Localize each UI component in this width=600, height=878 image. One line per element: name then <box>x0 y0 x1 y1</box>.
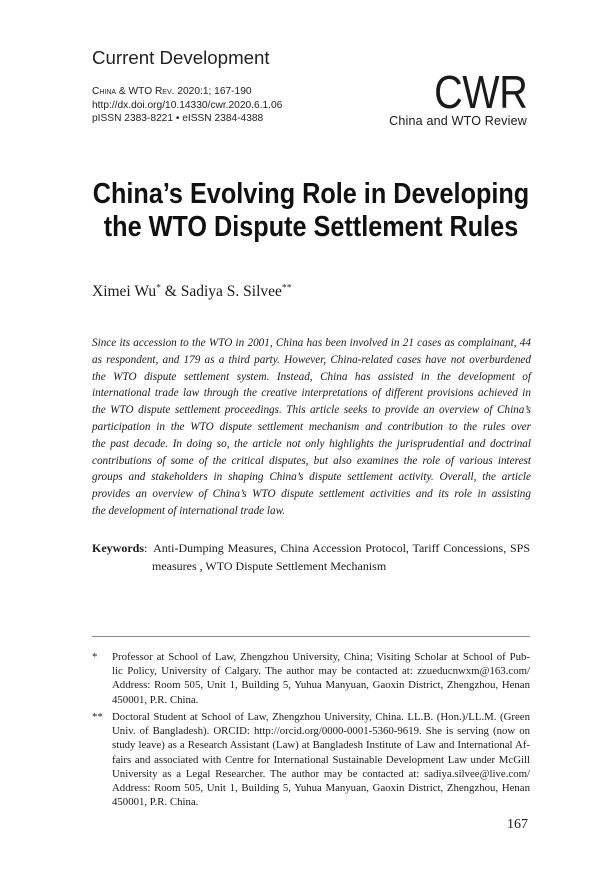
footnote-divider <box>92 636 530 637</box>
footnote <box>92 710 530 809</box>
footnote-body <box>112 710 530 809</box>
footnote-line: fairs and associated with Centre for International Sustainable Development Law under McGill <box>112 753 530 766</box>
journal-logo-name: China and WTO Review <box>389 114 527 128</box>
citation-line <box>92 85 282 99</box>
title-line: the WTO Dispute Settlement Rules <box>103 211 519 243</box>
footnote-line: 450001, P.R. China. <box>112 693 199 706</box>
author-footnote-mark: ** <box>281 282 292 294</box>
abstract-line: the development of international trade law. <box>92 504 286 517</box>
footnote-line: study leave) as a Research Assistant (Law) at Bangladesh Institute of Law and International Af- <box>112 739 530 752</box>
doi-line: http://dx.doi.org/10.14330/cwr.2020.6.1.06 <box>92 99 283 111</box>
abstract-line: contributions of some of the critical disputes, but also examines the role of various interest <box>92 454 531 467</box>
title-line: China’s Evolving Role in Developing <box>92 178 530 210</box>
abstract-line: participation in the WTO dispute settlement mechanism and contribution to the rules over <box>92 420 531 433</box>
abstract-line: international trade law through the creative interpretations of different provisions achieved in <box>92 387 531 400</box>
abstract-line: the WTO dispute settlement system. Instead, China has assisted in the development of <box>92 370 531 383</box>
footnote-mark: ** <box>92 711 103 723</box>
footnote-line: Professor at School of Law, Zhengzhou University, China; Visiting Scholar at School of Pub- <box>112 651 530 663</box>
author-list <box>92 283 292 301</box>
author-footnote-mark: * <box>156 282 161 294</box>
author-name: Sadiya S. Silvee <box>180 283 282 300</box>
footnote-line: Univ. of Bangladesh). ORCID: http://orcid.org/0000-0001-5360-9619. She is serving (now on <box>112 725 530 738</box>
issn-line: pISSN 2383-8221 • eISSN 2384-4388 <box>92 113 264 124</box>
section-label: Current Development <box>92 47 270 68</box>
abstract-line: groups and stakeholders in shaping China’s dispute settlement activity. Overall, the article <box>92 471 531 484</box>
abstract-line: as respondent, and 179 as a third party. However, China-related cases have not overburdened <box>92 353 531 366</box>
footnote-mark: * <box>92 651 98 663</box>
keywords-line <box>92 539 530 557</box>
author-separator: & <box>164 283 177 300</box>
abstract <box>92 335 531 520</box>
keywords <box>92 539 530 575</box>
footnote <box>92 650 530 707</box>
keywords-line: measures , WTO Dispute Settlement Mechanism <box>152 559 387 573</box>
abstract-line: the past decade. In doing so, the article not only highlights the jurisprudential and doctrinal <box>92 437 531 450</box>
footnote-line: Doctoral Student at School of Law, Zhengzhou University, China. LL.B. (Hon.)/LL.M. (Green <box>112 711 530 723</box>
citation-block <box>92 85 282 126</box>
footnote-body <box>112 650 530 707</box>
footnote-line: University as a Legal Researcher. The author may be contacted at: sadiya.silvee@live.com/ <box>112 767 530 780</box>
journal-logo-mark: CWR <box>433 66 527 118</box>
abstract-line: provides an overview of China’s WTO dispute settlement activities and its role in assisting <box>92 488 531 501</box>
footnote-line: Address: Room 505, Unit 1, Building 5, Yuhua Manyuan, Gaoxin District, Zhengzhou, Henan <box>112 782 530 795</box>
abstract-line: Since its accession to the WTO in 2001, China has been involved in 21 cases as complainant, 44 <box>92 337 531 349</box>
citation-issue-pages: 2020:1; 167-190 <box>177 86 252 97</box>
footnote-line: lic Policy, University of Calgary. The author may be contacted at: zzueducnwxm@163.com/ <box>112 665 530 678</box>
footnote-line: 450001, P.R. China. <box>112 796 199 809</box>
author-name: Ximei Wu <box>92 283 157 300</box>
abstract-line: the WTO dispute settlement proceedings. This article seeks to provide an overview of China’s <box>92 404 531 417</box>
keywords-label: Keywords <box>92 541 144 555</box>
keywords-separator: : <box>144 541 148 555</box>
keywords-text: Anti-Dumping Measures, China Accession Protocol, Tariff Concessions, SPS <box>153 541 530 555</box>
footnote-line: Address: Room 505, Unit 1, Building 5, Yuhua Manyuan, Gaoxin District, Zhengzhou, Henan <box>112 679 530 692</box>
page-number: 167 <box>507 817 528 832</box>
journal-abbreviation: China & WTO Rev. <box>92 86 175 97</box>
